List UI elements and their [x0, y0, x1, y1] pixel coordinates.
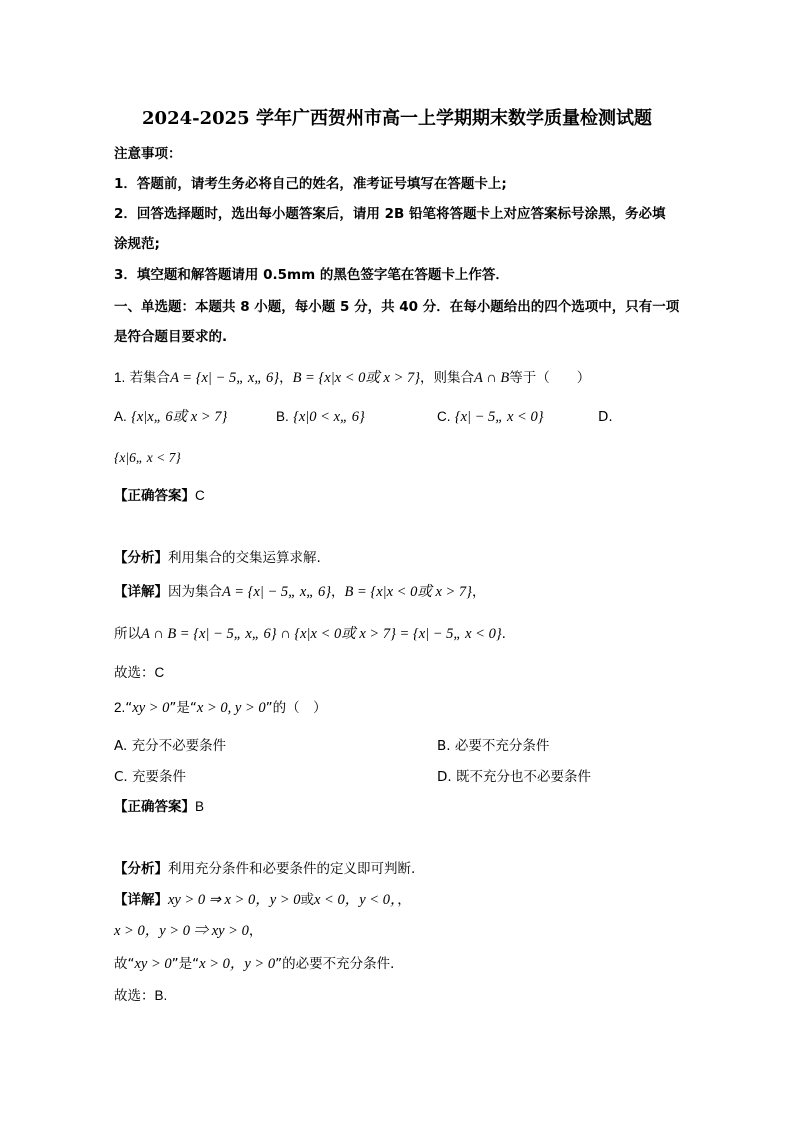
- q2-detail-3-pre: 故“: [114, 956, 135, 972]
- q2-option-b: B. 必要不充分条件: [437, 738, 550, 754]
- q1-stem: [114, 369, 590, 387]
- q2-detail-2: [114, 922, 262, 940]
- page-title: 2024-2025 学年广西贺州市高一上学期期末数学质量检测试题: [142, 108, 652, 129]
- q2-stem: [114, 699, 327, 717]
- q2-answer-label: 【正确答案】: [114, 799, 195, 815]
- q1-option-b-text: {x|0 < x„ 6}: [293, 409, 365, 425]
- q1-option-d-text: {x|6„ x < 7}: [114, 450, 181, 465]
- q1-option-c-text: {x| − 5„ x < 0}: [454, 409, 544, 425]
- q1-detail-1-set-a: A = {x| − 5„ x„ 6}: [222, 584, 331, 600]
- q1-detail-1-end: ，: [471, 584, 486, 600]
- q2-detail-1: [114, 891, 411, 909]
- q1-detail-1-sep: ，: [331, 584, 345, 600]
- q1-sep: ，: [279, 370, 293, 386]
- note-2b: 涂规范;: [114, 236, 160, 252]
- q2-stem-mid: ”是“: [169, 700, 197, 716]
- q2-detail-3-mid: ”是“: [171, 956, 200, 972]
- q2-detail-3-math-1: xy > 0: [134, 956, 172, 972]
- q2-answer: [114, 798, 204, 816]
- q2-detail-1-math-2: x < 0，y < 0，: [314, 892, 398, 908]
- q2-option-a: A. 充分不必要条件: [114, 738, 227, 754]
- q1-conclusion: 故选：C: [114, 665, 165, 680]
- q1-detail-2-expr: A ∩ B = {x| − 5„ x„ 6} ∩ {x|x < 0或 x > 7} = {x| − 5„ x < 0}: [141, 626, 502, 642]
- section-heading-1: 一、单选题：本题共 8 小题，每小题 5 分，共 40 分．在每小题给出的四个选项中，只有一项: [114, 299, 680, 315]
- q2-option-d: D. 既不充分也不必要条件: [437, 769, 591, 785]
- q1-option-a: [114, 408, 227, 426]
- q2-option-c: C. 充要条件: [114, 769, 187, 785]
- q1-analysis: [114, 549, 321, 567]
- q2-detail-1-math: xy > 0 ⇒ x > 0，y > 0: [168, 892, 301, 908]
- q1-expr: A ∩ B: [474, 370, 510, 386]
- q1-option-a-text: {x|x„ 6或 x > 7}: [131, 409, 228, 425]
- q1-detail-1: [114, 583, 485, 601]
- note-1: 1．答题前，请考生务必将自己的姓名，准考证号填写在答题卡上;: [114, 176, 507, 192]
- q2-number: 2.: [114, 700, 126, 715]
- q1-detail-label: 【详解】: [114, 584, 168, 600]
- q2-detail-2-math: x > 0，y > 0 ⇒ xy > 0: [114, 923, 249, 939]
- q1-end: 等于（ ）: [509, 370, 591, 386]
- q2-detail-label: 【详解】: [114, 892, 168, 908]
- q1-detail-1-pre: 因为集合: [168, 584, 222, 600]
- q2-detail-1-or: 或: [300, 892, 314, 908]
- notes-heading: 注意事项：: [114, 146, 182, 162]
- q1-option-c: [437, 408, 544, 426]
- q1-detail-1-set-b: B = {x|x < 0或 x > 7}: [344, 584, 472, 600]
- q1-option-a-label: A.: [114, 409, 127, 424]
- q1-analysis-text: 利用集合的交集运算求解.: [168, 550, 321, 566]
- q2-analysis: [114, 860, 415, 878]
- q2-stem-math-2: x > 0, y > 0: [196, 700, 266, 716]
- q2-detail-3-end: ”的必要不充分条件．: [275, 956, 404, 972]
- q2-detail-3: [114, 955, 404, 973]
- q2-analysis-text: 利用充分条件和必要条件的定义即可判断.: [168, 861, 416, 877]
- q1-number: 1.: [114, 370, 126, 385]
- q1-option-c-label: C.: [437, 409, 451, 424]
- q1-answer-value: C: [195, 488, 205, 503]
- q2-analysis-label: 【分析】: [114, 861, 168, 877]
- q1-detail-2-pre: 所以: [114, 626, 141, 642]
- q2-conclusion: 故选：B.: [114, 988, 168, 1003]
- q1-post: ，则集合: [420, 370, 475, 386]
- q1-option-b: [276, 408, 365, 426]
- q1-detail-2-end: .: [501, 626, 506, 642]
- q1-analysis-label: 【分析】: [114, 550, 168, 566]
- q1-set-b: B = {x|x < 0或 x > 7}: [292, 370, 421, 386]
- q2-detail-1-end: ，: [397, 892, 411, 908]
- q1-set-a: A = {x| − 5„ x„ 6}: [170, 370, 280, 386]
- q1-pre: 若集合: [129, 370, 171, 386]
- q1-detail-2: [114, 625, 506, 643]
- q1-option-b-label: B.: [276, 409, 289, 424]
- q2-answer-value: B: [195, 799, 205, 814]
- q2-detail-3-math-2: x > 0，y > 0: [199, 956, 276, 972]
- q2-stem-end: ”的（ ）: [265, 700, 327, 716]
- q1-answer-label: 【正确答案】: [114, 488, 195, 504]
- note-3: 3．填空题和解答题请用 0.5mm 的黑色签字笔在答题卡上作答．: [114, 267, 509, 283]
- note-2a: 2．回答选择题时，选出每小题答案后，请用 2B 铅笔将答题卡上对应答案标号涂黑，务必填: [114, 206, 666, 222]
- q1-option-d-label: D.: [598, 409, 613, 425]
- q2-stem-pre: “: [125, 700, 133, 716]
- q2-stem-math-1: xy > 0: [132, 700, 170, 716]
- q1-answer: [114, 487, 205, 505]
- section-heading-2: 是符合题目要求的.: [114, 329, 228, 345]
- q2-detail-2-end: ，: [248, 923, 263, 939]
